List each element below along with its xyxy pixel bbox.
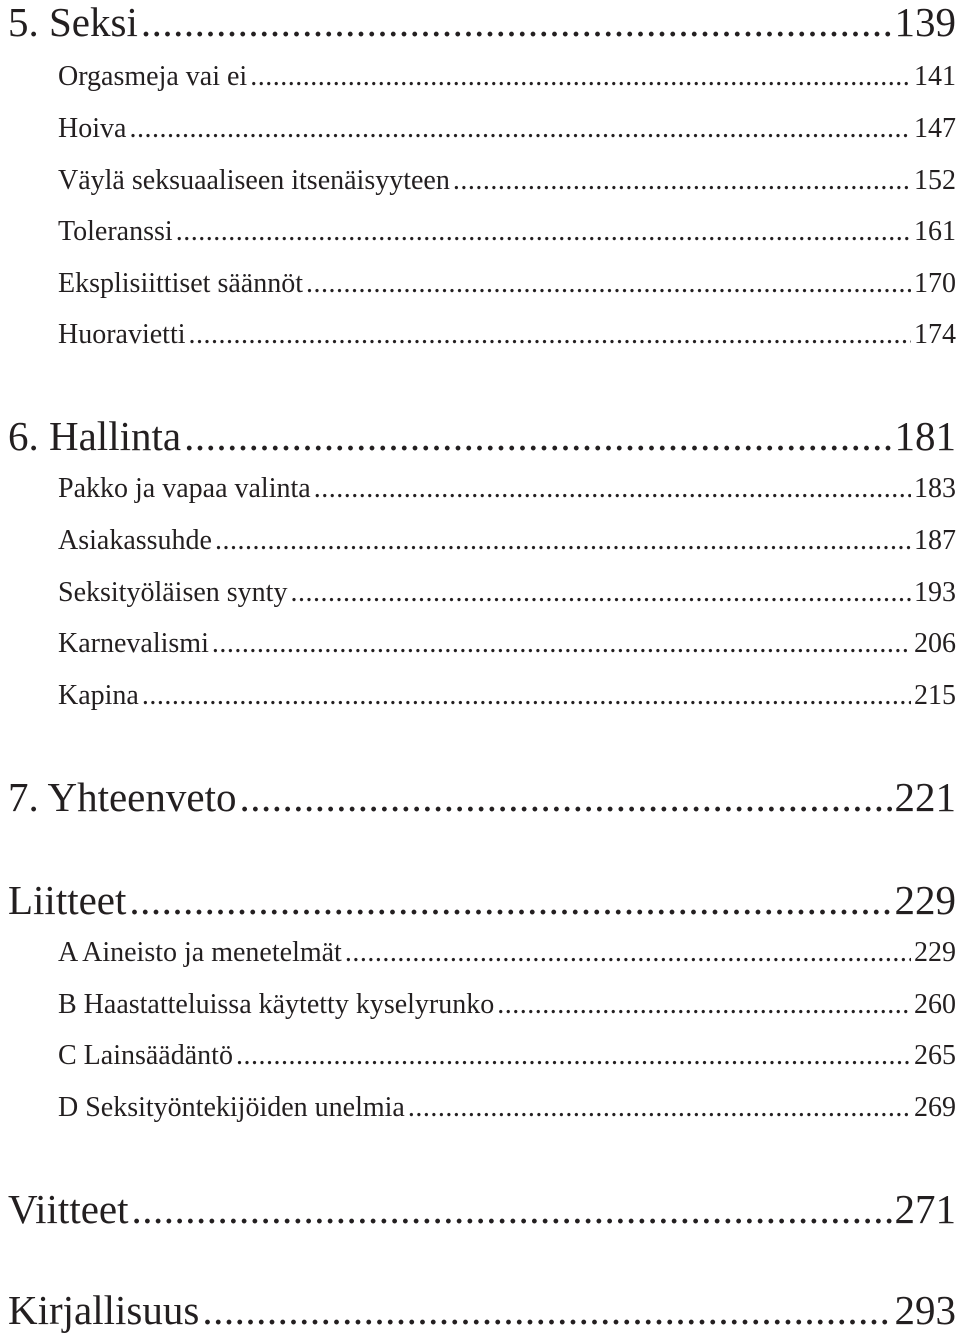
toc-section-item[interactable] <box>58 264 956 304</box>
toc-page-number: 265 <box>914 1040 956 1071</box>
toc-page-number: 269 <box>914 1092 956 1123</box>
toc-page-number: 229 <box>914 937 956 968</box>
dot-leader <box>250 57 911 97</box>
toc-page-number: 206 <box>914 628 956 659</box>
toc-section-item[interactable] <box>58 933 956 973</box>
toc-entry-title: Kapina <box>58 680 139 711</box>
toc-entry-title: 7. Yhteenveto <box>8 774 237 820</box>
toc-entry-title: Pakko ja vapaa valinta <box>58 473 311 504</box>
toc-page-number: 141 <box>914 61 956 92</box>
toc-entry-title: 6. Hallinta <box>8 413 182 459</box>
toc-page-number: 183 <box>914 473 956 504</box>
dot-leader <box>453 161 911 201</box>
toc-entry-title: A Aineisto ja menetelmät <box>58 937 342 968</box>
toc-page-number: 293 <box>894 1287 956 1333</box>
toc-entry-title: Seksityöläisen synty <box>58 577 288 608</box>
toc-page-number: 215 <box>914 680 956 711</box>
dot-leader <box>290 573 911 613</box>
toc-page-number: 139 <box>894 0 956 45</box>
dot-leader <box>129 109 911 149</box>
toc-section-item[interactable] <box>58 315 956 355</box>
toc-page-number: 221 <box>894 774 956 820</box>
toc-entry-title: Kirjallisuus <box>8 1287 200 1333</box>
toc-chapter-hallinta[interactable] <box>8 410 956 462</box>
toc-section-item[interactable] <box>58 469 956 509</box>
toc-page-number: 193 <box>914 577 956 608</box>
toc-section-item[interactable] <box>58 521 956 561</box>
dot-leader <box>408 1088 911 1128</box>
toc-chapter-seksi[interactable] <box>8 0 956 48</box>
dot-leader <box>189 315 911 355</box>
toc-chapter-viitteet[interactable] <box>8 1183 956 1235</box>
toc-section-item[interactable] <box>58 161 956 201</box>
toc-page-number: 147 <box>914 113 956 144</box>
toc-entry-title: C Lainsäädäntö <box>58 1040 233 1071</box>
dot-leader <box>314 469 911 509</box>
toc-entry-title: Viitteet <box>8 1186 129 1232</box>
toc-entry-title: Orgasmeja vai ei <box>58 61 248 92</box>
dot-leader <box>202 1284 891 1336</box>
toc-entry-title: D Seksityöntekijöiden unelmia <box>58 1092 405 1123</box>
dot-leader <box>239 771 891 823</box>
dot-leader <box>129 874 891 926</box>
toc-section-item[interactable] <box>58 109 956 149</box>
dot-leader <box>132 1183 892 1235</box>
dot-leader <box>141 0 892 48</box>
toc-section-item[interactable] <box>58 676 956 716</box>
toc-entry-title: Huoravietti <box>58 319 186 350</box>
toc-entry-title: Karnevalismi <box>58 628 209 659</box>
toc-section-item[interactable] <box>58 212 956 252</box>
dot-leader <box>176 212 911 252</box>
dot-leader <box>215 521 911 561</box>
toc-page-number: 187 <box>914 525 956 556</box>
toc-entry-title: Eksplisiittiset säännöt <box>58 268 303 299</box>
toc-page-number: 170 <box>914 268 956 299</box>
dot-leader <box>306 264 911 304</box>
toc-chapter-liitteet[interactable] <box>8 874 956 926</box>
toc-chapter-kirjallisuus[interactable] <box>8 1284 956 1336</box>
toc-page-number: 181 <box>894 413 956 459</box>
dot-leader <box>497 985 911 1025</box>
toc-entry-title: Asiakassuhde <box>58 525 212 556</box>
dot-leader <box>345 933 911 973</box>
toc-entry-title: B Haastatteluissa käytetty kyselyrunko <box>58 989 495 1020</box>
toc-entry-title: Toleranssi <box>58 216 173 247</box>
dot-leader <box>236 1036 911 1076</box>
toc-section-item[interactable] <box>58 624 956 664</box>
toc-section-item[interactable] <box>58 1088 956 1128</box>
toc-section-item[interactable] <box>58 573 956 613</box>
toc-page-number: 174 <box>914 319 956 350</box>
toc-page-number: 271 <box>894 1186 956 1232</box>
dot-leader <box>142 676 911 716</box>
toc-section-item[interactable] <box>58 1036 956 1076</box>
toc-section-item[interactable] <box>58 57 956 97</box>
toc-entry-title: Hoiva <box>58 113 127 144</box>
toc-entry-title: Väylä seksuaaliseen itsenäisyyteen <box>58 165 450 196</box>
toc-page-number: 161 <box>914 216 956 247</box>
dot-leader <box>184 410 891 462</box>
toc-chapter-yhteenveto[interactable] <box>8 771 956 823</box>
toc-page-number: 260 <box>914 989 956 1020</box>
toc-page-number: 152 <box>914 165 956 196</box>
toc-section-item[interactable] <box>58 985 956 1025</box>
toc-entry-title: Liitteet <box>8 877 127 923</box>
toc-page-number: 229 <box>894 877 956 923</box>
toc-entry-title: 5. Seksi <box>8 0 138 45</box>
dot-leader <box>212 624 911 664</box>
